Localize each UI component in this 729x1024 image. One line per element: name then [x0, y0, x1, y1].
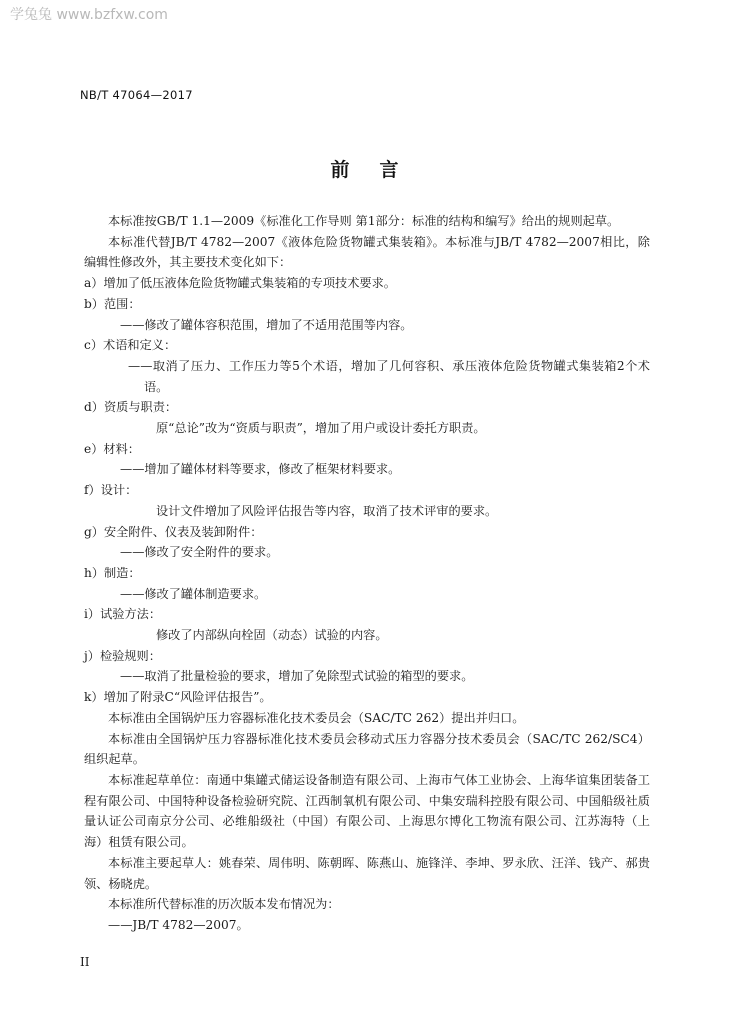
list-item: i）试验方法： [84, 607, 162, 622]
list-subitem: 修改了内部纵向栓固（动态）试验的内容。 [156, 628, 388, 643]
list-item: d）资质与职责： [84, 400, 178, 415]
list-item: e）材料： [84, 441, 140, 456]
standard-number-header: NB/T 47064—2017 [80, 88, 193, 102]
list-item: k）增加了附录C“风险评估报告”。 [84, 690, 272, 705]
page-number: II [80, 955, 90, 969]
list-item: h）制造： [84, 565, 141, 580]
paragraph: ——JB/T 4782—2007。 [108, 917, 249, 932]
list-item: c）术语和定义： [84, 338, 177, 353]
list-subitem: ——修改了罐体容积范围，增加了不适用范围等内容。 [120, 317, 413, 332]
paragraph: 本标准主要起草人：姚春荣、周伟明、陈朝晖、陈燕山、施锋洋、李坤、罗永欣、汪洋、钱产、郝贵领、杨晓虎。 [84, 855, 650, 891]
watermark: 学兔兔 www.bzfxw.com [10, 7, 168, 23]
list-item: g）安全附件、仪表及装卸附件： [84, 524, 263, 539]
paragraph: 本标准按GB/T 1.1—2009《标准化工作导则 第1部分：标准的结构和编写》给出的规则起草。 [108, 214, 620, 228]
paragraph: 本标准起草单位：南通中集罐式储运设备制造有限公司、上海市气体工业协会、上海华谊集团装备工程有限公司、中国特种设备检验研究院、江西制氧机有限公司、中集安瑞科控股有限公司、中国船级社质量认证公司南京分公司、必维船级社（中国）有限公司、上海思尔博化工物流有限公司、江苏海特（上海）租赁有限公司。 [84, 772, 650, 850]
list-subitem: ——取消了批量检验的要求，增加了免除型式试验的箱型的要求。 [120, 669, 474, 684]
list-subitem: ——取消了压力、工作压力等5个术语，增加了几何容积、承压液体危险货物罐式集装箱2个术语。 [128, 358, 650, 394]
list-subitem: ——修改了安全附件的要求。 [120, 545, 279, 560]
paragraph: 本标准所代替标准的历次版本发布情况为： [108, 897, 340, 912]
list-subitem: 设计文件增加了风险评估报告等内容，取消了技术评审的要求。 [156, 503, 498, 518]
foreword-body [84, 211, 650, 936]
list-item: b）范围： [84, 296, 141, 311]
paragraph: 本标准由全国锅炉压力容器标准化技术委员会（SAC/TC 262）提出并归口。 [108, 710, 525, 725]
list-subitem: 原“总论”改为“资质与职责”，增加了用户或设计委托方职责。 [156, 421, 486, 436]
page-title: 前言 [330, 159, 429, 181]
paragraph: 本标准由全国锅炉压力容器标准化技术委员会移动式压力容器分技术委员会（SAC/TC 262/SC4）组织起草。 [84, 731, 650, 767]
list-subitem: ——修改了罐体制造要求。 [120, 586, 267, 601]
paragraph: 本标准代替JB/T 4782—2007《液体危险货物罐式集装箱》。本标准与JB/T 4782—2007相比，除编辑性修改外，其主要技术变化如下： [84, 234, 650, 270]
list-item: j）检验规则： [84, 648, 161, 663]
list-subitem: ——增加了罐体材料等要求，修改了框架材料要求。 [120, 462, 401, 477]
list-item: a）增加了低压液体危险货物罐式集装箱的专项技术要求。 [84, 276, 396, 291]
list-item: f）设计： [84, 483, 138, 498]
